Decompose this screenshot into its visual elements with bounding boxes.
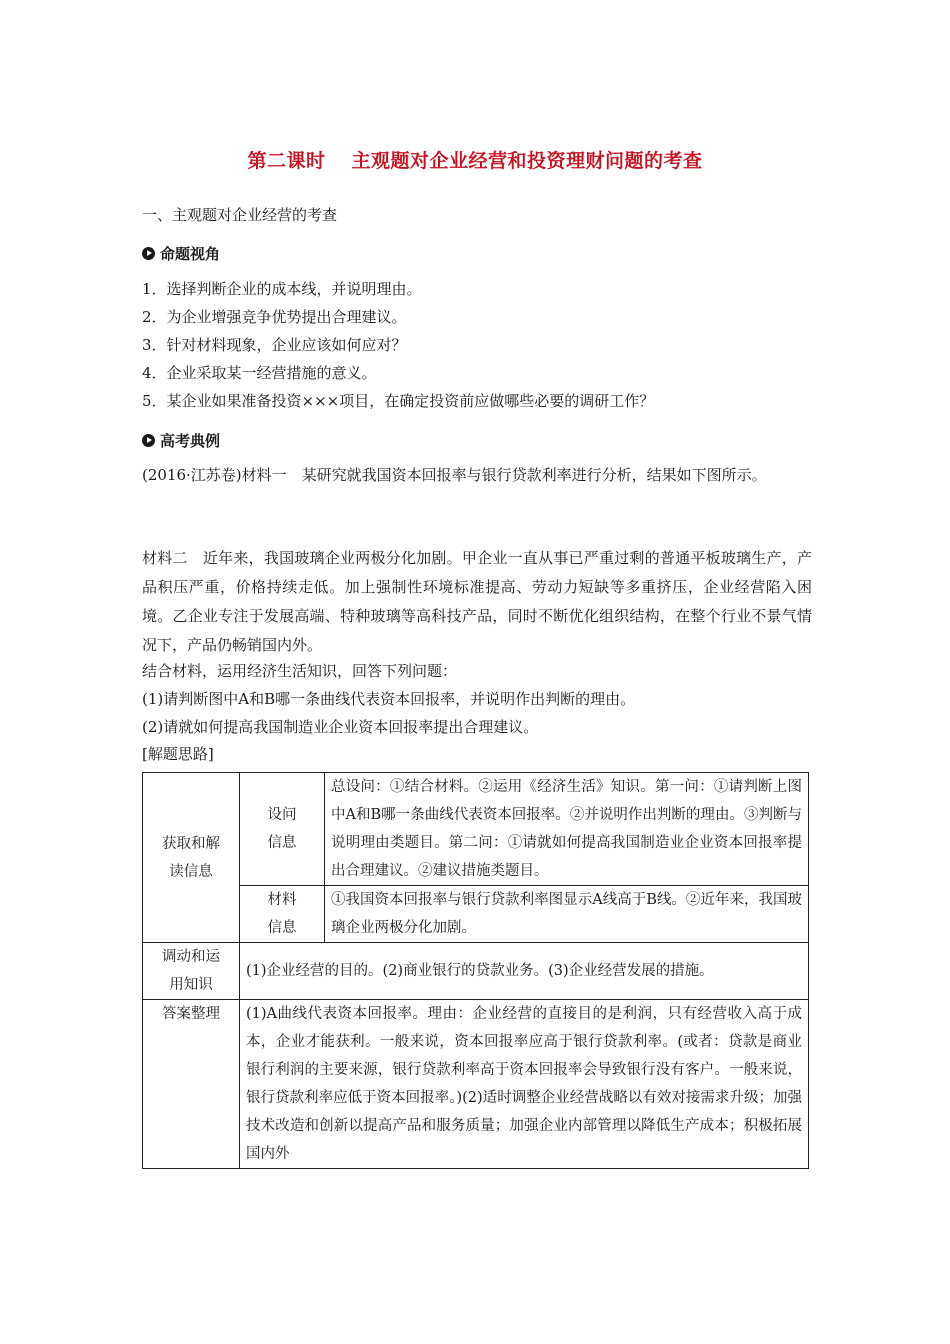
row-header-knowledge: 调动和运用知识 (143, 943, 240, 1000)
list-item: 5．某企业如果准备投资×××项目，在确定投资前应做哪些必要的调研工作？ (142, 392, 655, 410)
question-2: (2)请就如何提高我国制造业企业资本回报率提出合理建议。 (142, 718, 539, 736)
table-row (143, 773, 809, 886)
mingti-heading-label: 命题视角 (160, 245, 221, 263)
analysis-table (142, 772, 809, 1169)
jieti-label: [解题思路] (142, 745, 214, 763)
question-1: (1)请判断图中A和B哪一条曲线代表资本回报率，并说明作出判断的理由。 (142, 690, 636, 708)
table-row (143, 886, 809, 943)
cell-knowledge: (1)企业经营的目的。(2)商业银行的贷款业务。(3)企业经营发展的措施。 (240, 943, 809, 1000)
gaokao-heading-label: 高考典例 (160, 432, 221, 450)
play-circle-icon (142, 434, 155, 447)
page-title (0, 146, 950, 173)
gaokao-heading (142, 430, 220, 451)
row-header-info: 获取和解读信息 (143, 773, 240, 943)
cell-material-info: ①我国资本回报率与银行贷款利率图显示A线高于B线。②近年来，我国玻璃企业两极分化加剧。 (325, 886, 809, 943)
section1-heading: 一、主观题对企业经营的考查 (142, 206, 338, 224)
table-row (143, 943, 809, 1000)
cell-question-info: 总设问：①结合材料。②运用《经济生活》知识。第一问：①请判断上图中A和B哪一条曲线代表资本回报率。②并说明作出判断的理由。③判断与说明理由类题目。第二问：①请就如何提高我国制造业企业资本回报率提出合理建议。②建议措施类题目。 (325, 773, 809, 886)
table-row (143, 1000, 809, 1169)
list-item: 3．针对材料现象，企业应该如何应对？ (142, 336, 407, 354)
subheader-material-info: 材料信息 (240, 886, 325, 943)
mingti-heading (142, 243, 220, 264)
list-item: 2．为企业增强竞争优势提出合理建议。 (142, 308, 407, 326)
play-circle-icon (142, 247, 155, 260)
subheader-question-info: 设问信息 (240, 773, 325, 886)
title-part2: 主观题对企业经营和投资理财问题的考查 (351, 150, 703, 172)
title-part1: 第二课时 (247, 150, 326, 172)
row-header-answer: 答案整理 (143, 1000, 240, 1169)
list-item: 1．选择判断企业的成本线，并说明理由。 (142, 280, 422, 298)
list-item: 4．企业采取某一经营措施的意义。 (142, 364, 377, 382)
cell-answer: (1)A曲线代表资本回报率。理由：企业经营的直接目的是利润，只有经营收入高于成本，企业才能获利。一般来说，资本回报率应高于银行贷款利率。(或者：贷款是商业银行利润的主要来源，银行贷款利率高于资本回报率会导致银行没有客户。一般来说，银行贷款利率应低于资本回报率。)(2)适时调整企业经营战略以有效对接需求升级；加强技术改造和创新以提高产品和服务质量；加强企业内部管理以降低生产成本；积极拓展国内外 (240, 1000, 809, 1169)
material1-paragraph: (2016·江苏卷)材料一 某研究就我国资本回报率与银行贷款利率进行分析，结果如下图所示。 (142, 466, 767, 484)
instruction-text: 结合材料，运用经济生活知识，回答下列问题： (142, 662, 458, 680)
material2-paragraph: 材料二 近年来，我国玻璃企业两极分化加剧。甲企业一直从事已严重过剩的普通平板玻璃生产，产品积压严重，价格持续走低。加上强制性环境标准提高、劳动力短缺等多重挤压，企业经营陷入困境。乙企业专注于发展高端、特种玻璃等高科技产品，同时不断优化组织结构，在整个行业不景气情况下，产品仍畅销国内外。 (142, 549, 812, 654)
